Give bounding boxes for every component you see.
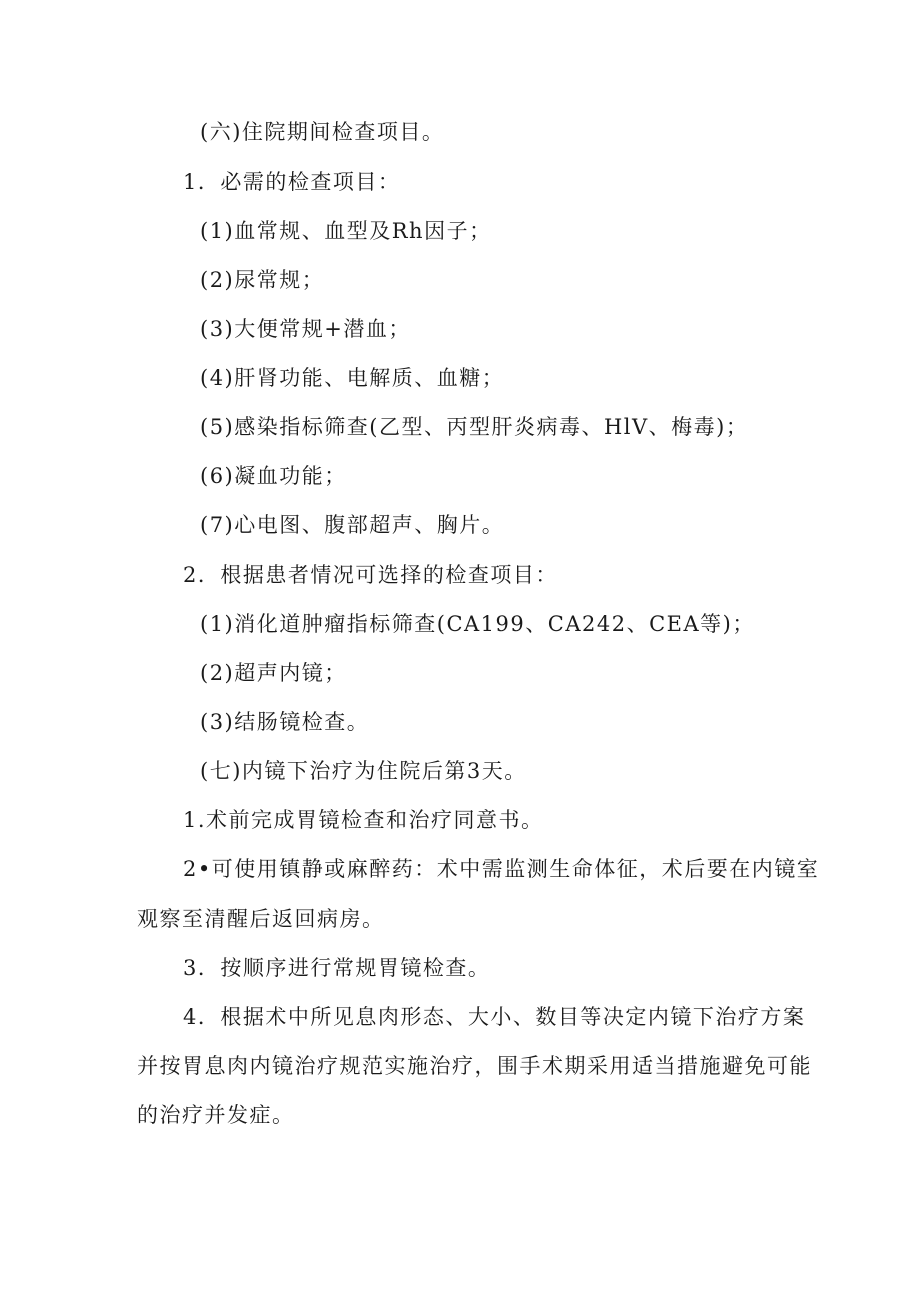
required-exams-heading: 1．必需的检查项目： xyxy=(183,170,401,194)
list-item: (4)肝肾功能、电解质、血糖； xyxy=(200,366,505,390)
paragraph-line: 3．按顺序进行常规胃镜检查。 xyxy=(183,956,491,980)
list-item: (7)心电图、腹部超声、胸片。 xyxy=(200,513,505,537)
optional-exams-heading: 2．根据患者情况可选择的检查项目： xyxy=(183,563,558,587)
section-heading-inpatient-exams: (六)住院期间检查项目。 xyxy=(200,120,445,144)
list-item: (6)凝血功能； xyxy=(200,464,347,488)
paragraph-line: 1.术前完成胃镜检查和治疗同意书。 xyxy=(183,808,544,832)
paragraph-line: 4．根据术中所见息肉形态、大小、数目等决定内镜下治疗方案 xyxy=(183,1005,806,1029)
paragraph-line: 2•可使用镇静或麻醉药：术中需监测生命体征，术后要在内镜室 xyxy=(183,857,820,881)
section-heading-endoscopic-treatment: (七)内镜下治疗为住院后第3天。 xyxy=(200,759,527,783)
list-item: (5)感染指标筛查(乙型、丙型肝炎病毒、HlV、梅毒)； xyxy=(200,415,749,439)
list-item: (1)消化道肿瘤指标筛查(CA199、CA242、CEA等)； xyxy=(200,612,755,636)
list-item: (1)血常规、血型及Rh因子； xyxy=(200,219,492,243)
paragraph-line: 并按胃息肉内镜治疗规范实施治疗，围手术期采用适当措施避免可能 xyxy=(137,1054,812,1078)
list-item: (3)大便常规+潜血； xyxy=(200,317,411,341)
list-item: (2)超声内镜； xyxy=(200,661,347,685)
list-item: (3)结肠镜检查。 xyxy=(200,710,370,734)
paragraph-line: 的治疗并发症。 xyxy=(137,1103,295,1127)
list-item: (2)尿常规； xyxy=(200,268,325,292)
paragraph-line: 观察至清醒后返回病房。 xyxy=(137,907,385,931)
